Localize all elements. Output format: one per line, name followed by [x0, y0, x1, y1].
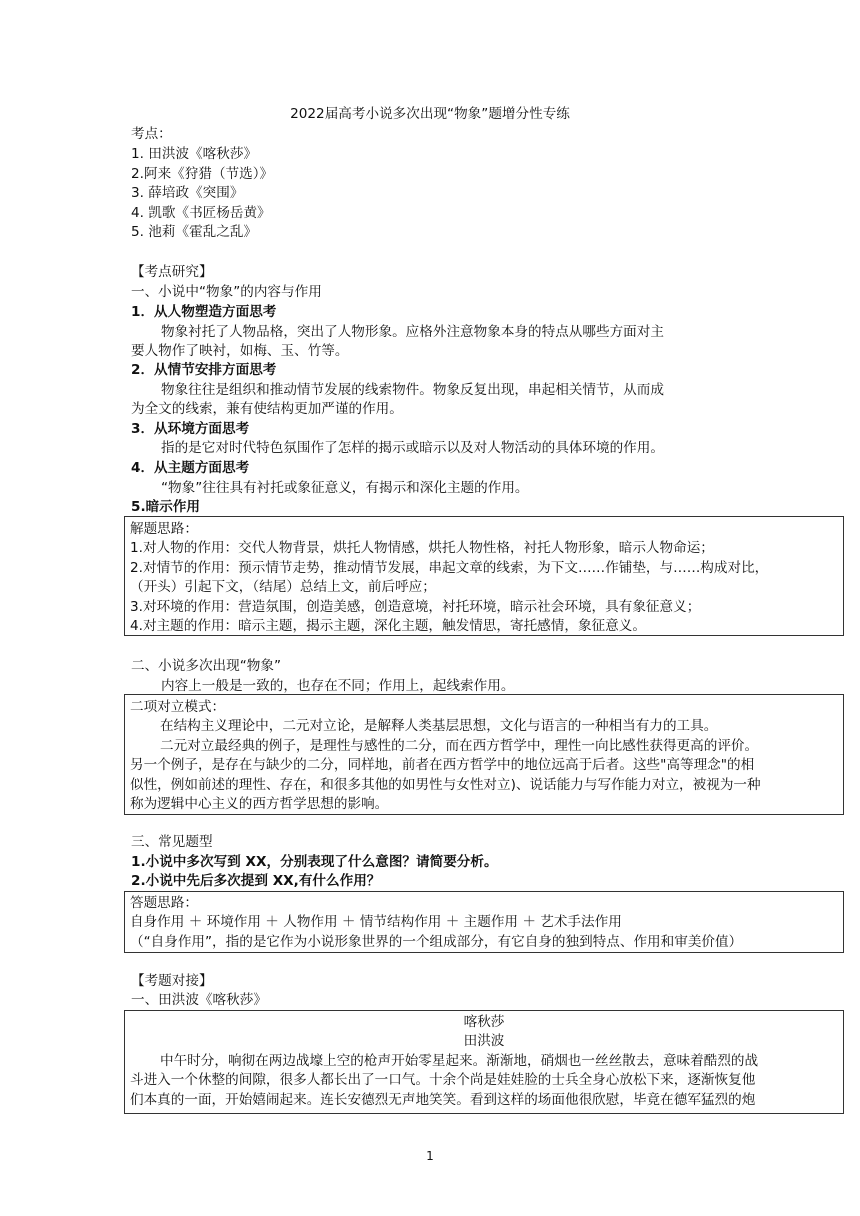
section3-heading: 三、常见题型 [131, 834, 213, 850]
box-line: （“自身作用”，指的是它作为小说形象世界的一个组成部分，有它自身的独到特点、作用和审美价值） [130, 934, 743, 950]
document-title: 2022届高考小说多次出现“物象”题增分性专练 [290, 106, 570, 122]
section1-point2-text: 为全文的线索，兼有使结构更加严谨的作用。 [131, 401, 403, 417]
section1-heading: 一、小说中“物象”的内容与作用 [131, 284, 322, 300]
section1-point2-heading: 2．从情节安排方面思考 [131, 362, 277, 378]
story-line: 中午时分，响彻在两边战壕上空的枪声开始零星起来。渐渐地，硝烟也一丝丝散去，意味着酷烈的战 [160, 1053, 759, 1069]
box-line: （开头）引起下文，（结尾）总结上文，前后呼应； [130, 579, 436, 595]
question-type: 2.小说中先后多次提到 XX,有什么作用？ [131, 873, 381, 889]
box-title: 解题思路： [130, 521, 198, 537]
box-line: 4.对主题的作用：暗示主题，揭示主题，深化主题，触发情思，寄托感情，象征意义。 [130, 618, 646, 634]
section1-point1-heading: 1．从人物塑造方面思考 [131, 304, 277, 320]
story-title: 喀秋莎 [463, 1014, 505, 1030]
exam-subheading: 一、田洪波《喀秋莎》 [131, 992, 267, 1008]
box-line: 自身作用 ＋ 环境作用 ＋ 人物作用 ＋ 情节结构作用 ＋ 主题作用 ＋ 艺术手法作用 [130, 914, 622, 930]
solution-thinking-box [124, 516, 844, 636]
story-excerpt-box [124, 1010, 844, 1114]
kaodian-item: 1. 田洪波《喀秋莎》 [131, 146, 258, 162]
section1-point1-text: 要人物作了映衬，如梅、玉、竹等。 [131, 343, 349, 359]
research-heading: 【考点研究】 [131, 264, 213, 280]
section2-heading: 二、小说多次出现“物象” [131, 658, 282, 674]
kaodian-item: 5. 池莉《霍乱之乱》 [131, 224, 258, 240]
box-line: 似性，例如前述的理性、存在，和很多其他的如男性与女性对立)、说话能力与写作能力对立，被视为一种 [130, 777, 761, 793]
kaodian-item: 2.阿来《狩猎（节选）》 [131, 166, 274, 182]
section1-point2-text: 物象往往是组织和推动情节发展的线索物件。物象反复出现，串起相关情节，从而成 [161, 382, 664, 398]
kaodian-item: 3. 薛培政《突围》 [131, 185, 244, 201]
section1-point3-heading: 3．从环境方面思考 [131, 421, 250, 437]
question-type: 1.小说中多次写到 XX，分别表现了什么意图？请简要分析。 [131, 854, 498, 870]
kaodian-label: 考点： [131, 126, 172, 142]
box-line: 3.对环境的作用：营造氛围，创造美感，创造意境，衬托环境，暗示社会环境，具有象征意义； [130, 599, 701, 615]
box-line: 称为逻辑中心主义的西方哲学思想的影响。 [130, 796, 389, 812]
box-line: 2.对情节的作用：预示情节走势，推动情节发展，串起文章的线索，为下文……作铺垫，与……构成对比， [130, 560, 769, 576]
story-line: 斗进入一个休整的间隙，很多人都长出了一口气。十余个尚是娃娃脸的士兵全身心放松下来，逐渐恢复他 [130, 1072, 756, 1088]
box-line: 二元对立最经典的例子，是理性与感性的二分，而在西方哲学中，理性一向比感性获得更高的评价。 [160, 738, 759, 754]
box-title: 二项对立模式： [130, 699, 226, 715]
section1-point5-heading: 5.暗示作用 [131, 499, 200, 515]
section1-point1-text: 物象衬托了人物品格，突出了人物形象。应格外注意物象本身的特点从哪些方面对主 [161, 324, 664, 340]
box-line: 在结构主义理论中，二元对立论，是解释人类基层思想，文化与语言的一种相当有力的工具。 [160, 718, 718, 734]
section1-point3-text: 指的是它对时代特色氛围作了怎样的揭示或暗示以及对人物活动的具体环境的作用。 [161, 440, 664, 456]
story-line: 们本真的一面，开始嬉闹起来。连长安德烈无声地笑笑。看到这样的场面他很欣慰，毕竟在德军猛烈的炮 [130, 1092, 756, 1108]
kaodian-item: 4. 凯歌《书匠杨岳黄》 [131, 205, 271, 221]
answer-thinking-box [124, 891, 844, 953]
box-line: 1.对人物的作用：交代人物背景，烘托人物情感，烘托人物性格，衬托人物形象，暗示人物命运； [130, 540, 714, 556]
page-number: 1 [426, 1149, 434, 1163]
binary-opposition-box [124, 694, 844, 815]
section2-text: 内容上一般是一致的，也存在不同；作用上，起线索作用。 [161, 678, 515, 694]
story-author: 田洪波 [463, 1033, 505, 1049]
section1-point4-heading: 4．从主题方面思考 [131, 460, 250, 476]
exam-heading: 【考题对接】 [131, 973, 213, 989]
box-title: 答题思路： [130, 895, 198, 911]
box-line: 另一个例子，是存在与缺少的二分，同样地，前者在西方哲学中的地位远高于后者。这些"高等理念"的相 [130, 757, 755, 773]
section1-point4-text: “物象”往往具有衬托或象征意义，有揭示和深化主题的作用。 [161, 480, 529, 496]
